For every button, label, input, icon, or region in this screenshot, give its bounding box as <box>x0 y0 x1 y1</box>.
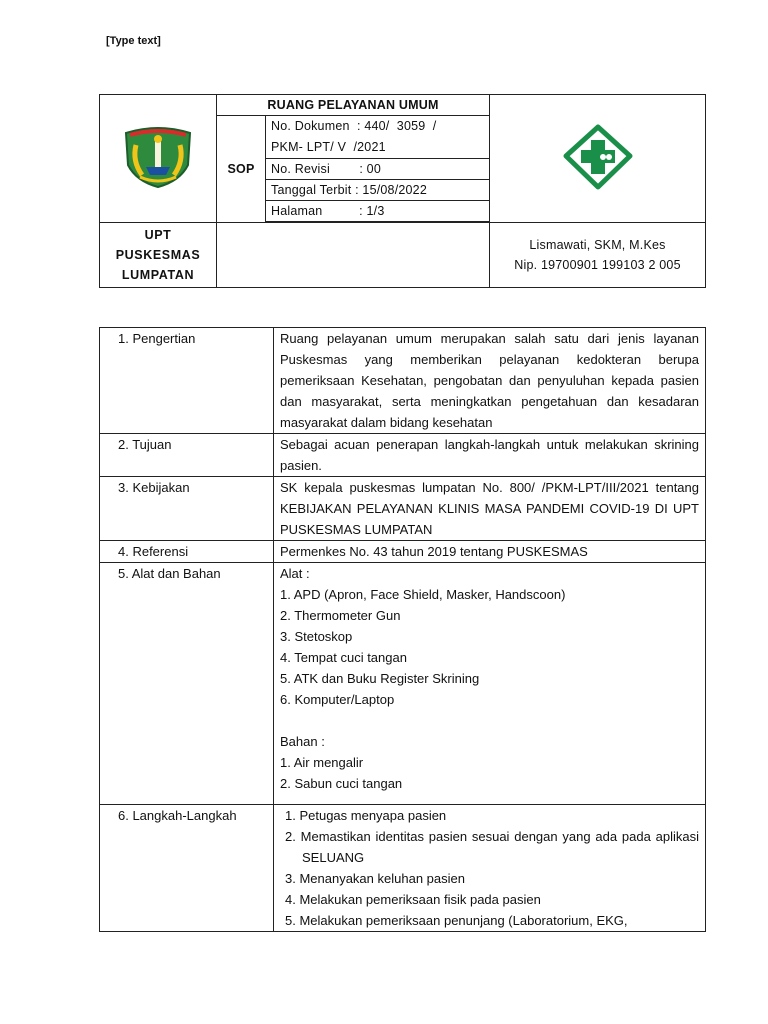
table-row <box>100 434 706 477</box>
table-row <box>100 328 706 434</box>
org-line1: UPT <box>144 228 172 242</box>
document-number-line2: PKM- LPT/ V /2021 <box>271 140 386 154</box>
alat-title: Alat : <box>280 566 310 581</box>
step-item: 2. Memastikan identitas pasien sesuai dengan yang ada pada aplikasi SELUANG <box>285 829 699 865</box>
section-label-alat-bahan: 5. Alat dan Bahan <box>100 563 274 805</box>
section-text-pengertian: Ruang pelayanan umum merupakan salah satu dari jenis layanan Puskesmas yang memberikan pelayanan kedokteran berupa pemeriksaan Kesehatan, pengobatan dan penyuluhan kepada pasien dan masyarakat, serta meningkatkan pengetahuan dan kesadaran masyarakat dalam bidang kesehatan <box>274 328 706 434</box>
puskesmas-logo-cell <box>490 95 706 223</box>
puskesmas-logo-icon <box>562 124 634 190</box>
table-row <box>100 541 706 563</box>
section-label-langkah: 6. Langkah-Langkah <box>100 805 274 932</box>
organization-name <box>100 223 217 288</box>
sop-content-table <box>99 327 706 932</box>
sop-header-table <box>99 94 706 288</box>
document-number <box>266 116 490 159</box>
section-content-alat-bahan <box>274 563 706 805</box>
list-item: 2. Sabun cuci tangan <box>280 776 403 791</box>
org-line3: LUMPATAN <box>121 268 195 282</box>
section-label-pengertian: 1. Pengertian <box>100 328 274 434</box>
list-item: 1. APD (Apron, Face Shield, Masker, Handscoon) <box>280 587 566 602</box>
list-item: 6. Komputer/Laptop <box>280 692 395 707</box>
bahan-title: Bahan : <box>280 734 325 749</box>
section-label-tujuan: 2. Tujuan <box>100 434 274 477</box>
signer-nip: Nip. 19700901 199103 2 005 <box>514 258 681 272</box>
section-text-kebijakan: SK kepala puskesmas lumpatan No. 800/ /PKM-LPT/III/2021 tentang KEBIJAKAN PELAYANAN KLINIS MASA PANDEMI COVID-19 DI UPT PUSKESMAS LUMPATAN <box>274 477 706 541</box>
sop-label: SOP <box>217 116 266 223</box>
issue-date: Tanggal Terbit : 15/08/2022 <box>266 180 490 201</box>
table-row <box>100 477 706 541</box>
step-item: 5. Melakukan pemeriksaan penunjang (Laboratorium, EKG, <box>285 913 628 928</box>
list-item: 1. Air mengalir <box>280 755 364 770</box>
step-item: 1. Petugas menyapa pasien <box>285 808 447 823</box>
step-item: 4. Melakukan pemeriksaan fisik pada pasien <box>285 892 541 907</box>
signer-block <box>490 223 706 288</box>
step-item: 3. Menanyakan keluhan pasien <box>285 871 465 886</box>
table-row <box>100 805 706 932</box>
list-item: 5. ATK dan Buku Register Skrining <box>280 671 480 686</box>
regional-emblem-cell <box>100 95 217 223</box>
table-row <box>100 563 706 805</box>
sop-title: RUANG PELAYANAN UMUM <box>217 95 490 116</box>
org-line2: PUSKESMAS <box>115 248 201 262</box>
section-content-langkah <box>274 805 706 932</box>
header-placeholder-text: [Type text] <box>106 35 161 47</box>
section-text-tujuan: Sebagai acuan penerapan langkah-langkah untuk melakukan skrining pasien. <box>274 434 706 477</box>
page-number: Halaman : 1/3 <box>266 201 490 222</box>
list-item: 2. Thermometer Gun <box>280 608 401 623</box>
regency-emblem-icon <box>120 125 196 189</box>
revision-number: No. Revisi : 00 <box>266 159 490 180</box>
section-text-referensi: Permenkes No. 43 tahun 2019 tentang PUSKESMAS <box>274 541 706 563</box>
document-number-line1: No. Dokumen : 440/ 3059 / <box>271 119 437 133</box>
list-item: 3. Stetoskop <box>280 629 353 644</box>
signer-name: Lismawati, SKM, M.Kes <box>529 238 666 252</box>
empty-middle-cell <box>217 223 490 288</box>
section-label-referensi: 4. Referensi <box>100 541 274 563</box>
list-item: 4. Tempat cuci tangan <box>280 650 407 665</box>
section-label-kebijakan: 3. Kebijakan <box>100 477 274 541</box>
